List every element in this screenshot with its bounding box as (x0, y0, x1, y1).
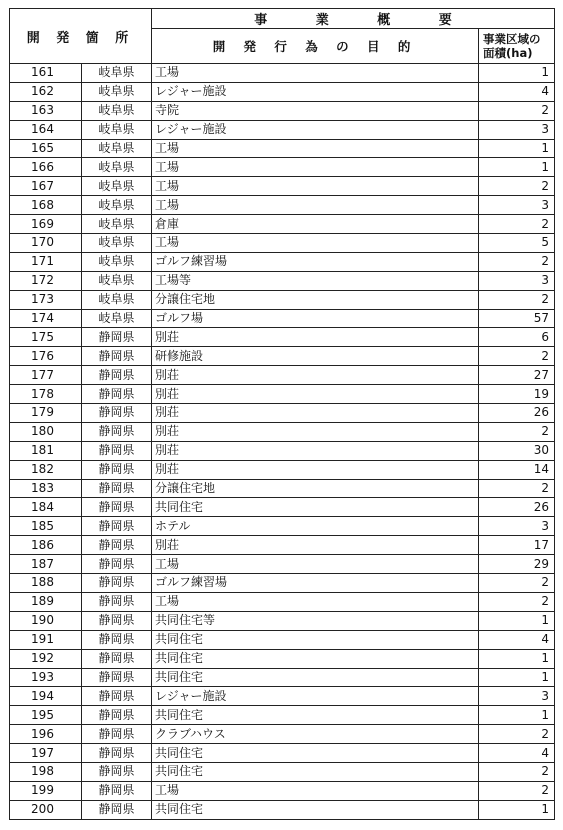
purpose-cell: 工場 (152, 196, 479, 215)
purpose-cell: 分譲住宅地 (152, 479, 479, 498)
table-row (10, 725, 555, 744)
row-number: 176 (10, 347, 82, 366)
table-row (10, 498, 555, 517)
prefecture-cell: 静岡県 (82, 498, 152, 517)
table-row (10, 309, 555, 328)
area-cell: 1 (479, 649, 555, 668)
prefecture-cell: 岐阜県 (82, 252, 152, 271)
purpose-cell: レジャー施設 (152, 120, 479, 139)
prefecture-cell: 静岡県 (82, 800, 152, 819)
purpose-cell: 工場 (152, 592, 479, 611)
row-number: 190 (10, 611, 82, 630)
row-number: 182 (10, 460, 82, 479)
area-cell: 1 (479, 158, 555, 177)
area-cell: 2 (479, 252, 555, 271)
row-number: 186 (10, 536, 82, 555)
table-row (10, 139, 555, 158)
row-number: 170 (10, 234, 82, 253)
row-number: 199 (10, 781, 82, 800)
purpose-cell: 別荘 (152, 366, 479, 385)
prefecture-cell: 静岡県 (82, 668, 152, 687)
table-row (10, 536, 555, 555)
row-number: 168 (10, 196, 82, 215)
prefecture-cell: 静岡県 (82, 366, 152, 385)
table-row (10, 800, 555, 819)
area-header-line1: 事業区域の (483, 32, 541, 46)
purpose-cell: 共同住宅 (152, 800, 479, 819)
area-cell: 2 (479, 422, 555, 441)
row-number: 164 (10, 120, 82, 139)
row-number: 169 (10, 215, 82, 234)
purpose-cell: 工場 (152, 234, 479, 253)
table-row (10, 479, 555, 498)
purpose-cell: 別荘 (152, 328, 479, 347)
prefecture-cell: 静岡県 (82, 630, 152, 649)
row-number: 167 (10, 177, 82, 196)
prefecture-cell: 岐阜県 (82, 139, 152, 158)
table-row (10, 592, 555, 611)
prefecture-cell: 静岡県 (82, 441, 152, 460)
row-number: 200 (10, 800, 82, 819)
row-number: 183 (10, 479, 82, 498)
prefecture-cell: 岐阜県 (82, 64, 152, 83)
area-cell: 4 (479, 744, 555, 763)
table-row (10, 574, 555, 593)
purpose-cell: レジャー施設 (152, 82, 479, 101)
purpose-cell: 寺院 (152, 101, 479, 120)
prefecture-cell: 静岡県 (82, 479, 152, 498)
area-cell: 19 (479, 385, 555, 404)
row-number: 187 (10, 555, 82, 574)
purpose-cell: 倉庫 (152, 215, 479, 234)
table-body (10, 64, 555, 820)
prefecture-cell: 静岡県 (82, 744, 152, 763)
area-cell: 3 (479, 120, 555, 139)
table-row (10, 347, 555, 366)
row-number: 162 (10, 82, 82, 101)
table-row (10, 385, 555, 404)
area-cell: 2 (479, 215, 555, 234)
row-number: 196 (10, 725, 82, 744)
row-number: 184 (10, 498, 82, 517)
purpose-cell: 工場 (152, 139, 479, 158)
prefecture-cell: 静岡県 (82, 574, 152, 593)
prefecture-cell: 岐阜県 (82, 158, 152, 177)
row-number: 178 (10, 385, 82, 404)
purpose-cell: ゴルフ練習場 (152, 252, 479, 271)
prefecture-cell: 静岡県 (82, 404, 152, 423)
area-header (479, 29, 555, 64)
purpose-cell: 共同住宅 (152, 762, 479, 781)
table-row (10, 630, 555, 649)
prefecture-cell: 静岡県 (82, 762, 152, 781)
area-cell: 1 (479, 139, 555, 158)
row-number: 177 (10, 366, 82, 385)
row-number: 166 (10, 158, 82, 177)
area-cell: 2 (479, 781, 555, 800)
area-cell: 2 (479, 101, 555, 120)
area-cell: 2 (479, 347, 555, 366)
table-row (10, 120, 555, 139)
area-cell: 3 (479, 196, 555, 215)
purpose-cell: 別荘 (152, 536, 479, 555)
table-row (10, 441, 555, 460)
area-cell: 4 (479, 630, 555, 649)
area-cell: 3 (479, 517, 555, 536)
purpose-cell: ホテル (152, 517, 479, 536)
table-row (10, 762, 555, 781)
row-number: 197 (10, 744, 82, 763)
area-cell: 26 (479, 498, 555, 517)
purpose-cell: 別荘 (152, 385, 479, 404)
table-row (10, 649, 555, 668)
row-number: 189 (10, 592, 82, 611)
purpose-cell: ゴルフ場 (152, 309, 479, 328)
area-cell: 5 (479, 234, 555, 253)
table-row (10, 328, 555, 347)
purpose-cell: 別荘 (152, 422, 479, 441)
row-number: 171 (10, 252, 82, 271)
prefecture-cell: 静岡県 (82, 649, 152, 668)
row-number: 180 (10, 422, 82, 441)
area-cell: 6 (479, 328, 555, 347)
purpose-cell: 別荘 (152, 441, 479, 460)
area-cell: 2 (479, 592, 555, 611)
area-cell: 14 (479, 460, 555, 479)
prefecture-cell: 静岡県 (82, 725, 152, 744)
purpose-cell: 分譲住宅地 (152, 290, 479, 309)
prefecture-cell: 岐阜県 (82, 101, 152, 120)
table-row (10, 517, 555, 536)
table-row (10, 668, 555, 687)
area-cell: 3 (479, 271, 555, 290)
prefecture-cell: 岐阜県 (82, 271, 152, 290)
row-number: 198 (10, 762, 82, 781)
prefecture-cell: 岐阜県 (82, 234, 152, 253)
prefecture-cell: 岐阜県 (82, 82, 152, 101)
prefecture-cell: 岐阜県 (82, 215, 152, 234)
area-cell: 2 (479, 762, 555, 781)
row-number: 188 (10, 574, 82, 593)
table-row (10, 234, 555, 253)
row-number: 181 (10, 441, 82, 460)
area-cell: 1 (479, 64, 555, 83)
row-number: 173 (10, 290, 82, 309)
prefecture-cell: 静岡県 (82, 592, 152, 611)
row-number: 161 (10, 64, 82, 83)
purpose-cell: 研修施設 (152, 347, 479, 366)
row-number: 185 (10, 517, 82, 536)
table-row (10, 290, 555, 309)
table-row (10, 744, 555, 763)
area-cell: 1 (479, 706, 555, 725)
purpose-cell: 共同住宅 (152, 649, 479, 668)
purpose-cell: 工場 (152, 781, 479, 800)
table-row (10, 82, 555, 101)
purpose-cell: 工場 (152, 555, 479, 574)
table-row (10, 422, 555, 441)
prefecture-cell: 静岡県 (82, 687, 152, 706)
table-row (10, 460, 555, 479)
purpose-cell: 共同住宅 (152, 498, 479, 517)
table-row (10, 271, 555, 290)
area-cell: 29 (479, 555, 555, 574)
area-cell: 2 (479, 177, 555, 196)
table-row (10, 611, 555, 630)
area-cell: 17 (479, 536, 555, 555)
table-row (10, 196, 555, 215)
area-cell: 57 (479, 309, 555, 328)
purpose-cell: 工場等 (152, 271, 479, 290)
row-number: 191 (10, 630, 82, 649)
area-cell: 2 (479, 725, 555, 744)
purpose-cell: ゴルフ練習場 (152, 574, 479, 593)
table-row (10, 177, 555, 196)
table-row (10, 101, 555, 120)
area-cell: 26 (479, 404, 555, 423)
area-cell: 2 (479, 574, 555, 593)
purpose-cell: レジャー施設 (152, 687, 479, 706)
table-row (10, 555, 555, 574)
purpose-cell: 共同住宅等 (152, 611, 479, 630)
purpose-cell: 共同住宅 (152, 630, 479, 649)
row-number: 193 (10, 668, 82, 687)
area-cell: 2 (479, 479, 555, 498)
table-row (10, 781, 555, 800)
table-row (10, 687, 555, 706)
area-cell: 2 (479, 290, 555, 309)
prefecture-cell: 岐阜県 (82, 290, 152, 309)
area-cell: 1 (479, 611, 555, 630)
table-header (10, 9, 555, 64)
prefecture-cell: 静岡県 (82, 385, 152, 404)
prefecture-cell: 静岡県 (82, 328, 152, 347)
table-row (10, 404, 555, 423)
row-number: 174 (10, 309, 82, 328)
row-number: 192 (10, 649, 82, 668)
location-header: 開 発 箇 所 (10, 9, 152, 64)
purpose-cell: 共同住宅 (152, 744, 479, 763)
area-cell: 27 (479, 366, 555, 385)
area-cell: 1 (479, 800, 555, 819)
area-cell: 4 (479, 82, 555, 101)
prefecture-cell: 静岡県 (82, 347, 152, 366)
table-row (10, 366, 555, 385)
area-cell: 30 (479, 441, 555, 460)
development-table (9, 8, 555, 820)
summary-header: 事 業 概 要 (152, 9, 555, 29)
table-row (10, 706, 555, 725)
purpose-cell: クラブハウス (152, 725, 479, 744)
prefecture-cell: 静岡県 (82, 611, 152, 630)
table-row (10, 252, 555, 271)
prefecture-cell: 静岡県 (82, 781, 152, 800)
table-row (10, 64, 555, 83)
area-cell: 3 (479, 687, 555, 706)
area-cell: 1 (479, 668, 555, 687)
purpose-cell: 工場 (152, 158, 479, 177)
row-number: 163 (10, 101, 82, 120)
purpose-cell: 共同住宅 (152, 668, 479, 687)
row-number: 179 (10, 404, 82, 423)
purpose-cell: 工場 (152, 64, 479, 83)
prefecture-cell: 岐阜県 (82, 309, 152, 328)
prefecture-cell: 岐阜県 (82, 196, 152, 215)
prefecture-cell: 静岡県 (82, 422, 152, 441)
purpose-cell: 別荘 (152, 404, 479, 423)
row-number: 194 (10, 687, 82, 706)
purpose-cell: 共同住宅 (152, 706, 479, 725)
prefecture-cell: 静岡県 (82, 536, 152, 555)
header-row-top (10, 9, 555, 29)
prefecture-cell: 静岡県 (82, 460, 152, 479)
row-number: 195 (10, 706, 82, 725)
prefecture-cell: 岐阜県 (82, 177, 152, 196)
prefecture-cell: 静岡県 (82, 706, 152, 725)
table-row (10, 158, 555, 177)
prefecture-cell: 静岡県 (82, 555, 152, 574)
table-row (10, 215, 555, 234)
prefecture-cell: 静岡県 (82, 517, 152, 536)
row-number: 165 (10, 139, 82, 158)
area-header-line2: 面積(ha) (483, 46, 533, 60)
purpose-header: 開 発 行 為 の 目 的 (152, 29, 479, 64)
row-number: 175 (10, 328, 82, 347)
row-number: 172 (10, 271, 82, 290)
prefecture-cell: 岐阜県 (82, 120, 152, 139)
purpose-cell: 工場 (152, 177, 479, 196)
purpose-cell: 別荘 (152, 460, 479, 479)
